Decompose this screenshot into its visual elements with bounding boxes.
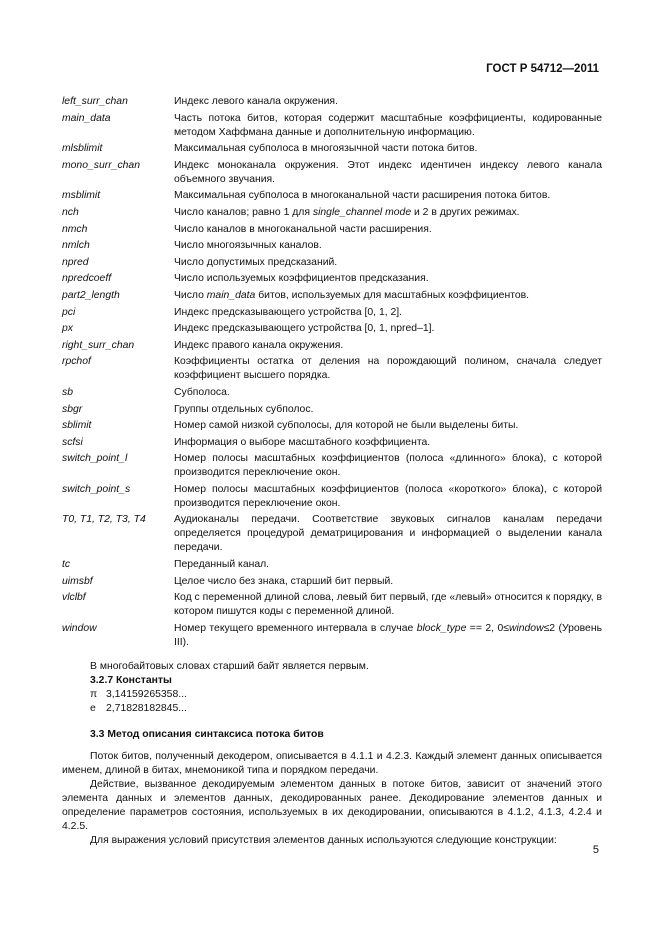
definition-term: sb [62, 386, 73, 398]
description-text: и 2 в других режимах. [411, 206, 520, 218]
description-text: Число каналов; равно 1 для [174, 206, 313, 218]
definition-description: Индекс предсказывающего устройства [0, 1, 2]. [174, 306, 403, 318]
definition-term: window [62, 622, 97, 634]
definition-description: Аудиоканалы передачи. Соответствие звуковых сигналов каналам передачи определяется процедурой дематрицирования и информацией о выделении канала передачи. [174, 514, 602, 554]
definition-description: Информация о выборе масштабного коэффициента. [174, 436, 431, 448]
definition-term: switch_point_l [62, 453, 128, 465]
definition-row [62, 403, 602, 417]
definition-description [174, 289, 602, 303]
definition-row [62, 306, 602, 320]
definition-description: Индекс предсказывающего устройства [0, 1, npred–1]. [174, 323, 435, 335]
definition-description: Максимальная субполоса в многоканальной части расширения потока битов. [174, 190, 551, 202]
description-italic-term: window [508, 622, 544, 634]
section-paragraph: Для выражения условий присутствия элементов данных используются следующие конструкции: [90, 835, 557, 846]
definition-term: sbgr [62, 403, 83, 415]
definition-row [62, 189, 602, 203]
definition-description: Максимальная субполоса в многоязычной части потока битов. [174, 143, 478, 155]
definition-row [62, 622, 602, 650]
description-text: == 2, 0≤ [466, 622, 509, 634]
definition-description: Индекс правого канала окружения. [174, 339, 344, 351]
definition-row [62, 513, 602, 555]
definition-term: mono_surr_chan [62, 159, 140, 171]
definition-term: scfsi [62, 436, 83, 448]
definition-term: main_data [62, 112, 111, 124]
definition-term: tc [62, 559, 71, 571]
constant-symbol: e [90, 703, 96, 714]
definition-description: Группы отдельных субполос. [174, 403, 314, 415]
definition-description [174, 622, 602, 650]
definition-row [62, 322, 602, 336]
description-text: ≤2 (Уровень III). [174, 622, 602, 648]
definition-term: vlclbf [62, 592, 86, 604]
definition-term: msblimit [62, 190, 101, 202]
definition-description: Целое число без знака, старший бит первый. [174, 575, 394, 587]
definition-description: Коэффициенты остатка от деления на порождающий полином, сначала следует коэффициент высшего порядка. [174, 356, 602, 382]
definition-term: right_surr_chan [62, 339, 135, 351]
definition-row [62, 483, 602, 511]
definition-row [62, 289, 602, 303]
definitions-list [62, 95, 602, 652]
definition-term: uimsbf [62, 575, 93, 587]
description-italic-term: block_type [416, 622, 467, 634]
definition-row [62, 355, 602, 383]
constant-item [62, 688, 602, 702]
definition-term: px [62, 323, 73, 335]
definition-term: nch [62, 206, 79, 218]
definition-row [62, 112, 602, 140]
description-italic-term: main_data [206, 289, 256, 301]
constant-item [62, 702, 602, 716]
definition-description: Номер полосы масштабных коэффициентов (полоса «короткого» блока), с которой производится переключение окон. [174, 483, 602, 509]
constants-title: 3.2.7 Константы [90, 675, 172, 686]
definition-row [62, 159, 602, 187]
definition-term: left_surr_chan [62, 96, 128, 107]
definition-term: nmch [62, 223, 88, 235]
definition-description: Часть потока битов, которая содержит масштабные коэффициенты, кодированные методом Хаффмана данные и дополнительную информацию. [174, 112, 602, 138]
definition-term: part2_length [62, 289, 120, 301]
definition-term: rpchof [62, 356, 91, 368]
definition-description [174, 206, 602, 220]
section-paragraph: Действие, вызванное декодируемым элементом данных в потоке битов, зависит от значений этого элемента данных и элементов данных, декодированных ранее. Декодирование элементов данных и определение параметров состояния, используемых в их декодировании, описываются в 4.1.2, 4.1.3, 4.2.4 и 4.2.5. [62, 779, 602, 832]
section-title: 3.3 Метод описания синтаксиса потока битов [90, 729, 324, 740]
definition-term: mlsblimit [62, 143, 103, 155]
constant-value: 2,71828182845... [106, 703, 187, 714]
definition-description: Переданный канал. [174, 559, 270, 571]
document-id: ГОСТ Р 54712—2011 [486, 63, 599, 75]
definition-row [62, 206, 602, 220]
definition-row [62, 256, 602, 270]
definition-row [62, 452, 602, 480]
definition-row [62, 142, 602, 156]
description-text: Номер текущего временного интервала в случае [174, 622, 417, 634]
description-text: Число [174, 289, 207, 301]
constant-value: 3,14159265358... [106, 689, 187, 700]
definition-description: Индекс левого канала окружения. [174, 96, 338, 107]
constant-symbol: π [90, 689, 98, 700]
description-text: битов, используемых для масштабных коэффициентов. [255, 289, 530, 301]
definition-description: Число используемых коэффициентов предсказания. [174, 273, 429, 285]
definition-description: Код с переменной длиной слова, левый бит первый, где «левый» относится к порядку, в котором пишутся коды с переменной длиной. [174, 592, 602, 618]
note-text: В многобайтовых словах старший байт является первым. [90, 661, 369, 672]
definition-row [62, 575, 602, 589]
definition-row [62, 95, 602, 109]
definition-description: Число каналов в многоканальной части расширения. [174, 223, 432, 235]
section-paragraph: Поток битов, полученный декодером, описывается в 4.1.1 и 4.2.3. Каждый элемент данных описывается именем, длиной в битах, мнемоникой типа и порядком передачи. [62, 751, 602, 776]
definition-row [62, 436, 602, 450]
definition-term: T0, T1, T2, T3, T4 [62, 514, 146, 526]
definition-row [62, 339, 602, 353]
definition-description: Субполоса. [174, 386, 230, 398]
definition-row [62, 272, 602, 286]
page-number: 5 [592, 844, 599, 856]
definition-row [62, 558, 602, 572]
definition-row [62, 239, 602, 253]
definition-term: npred [62, 256, 89, 268]
definition-row [62, 386, 602, 400]
definition-description: Число допустимых предсказаний. [174, 256, 338, 268]
definition-row [62, 591, 602, 619]
definition-description: Индекс моноканала окружения. Этот индекс идентичен индексу левого канала объемного звучания. [174, 159, 602, 185]
definition-term: npredcoeff [62, 273, 112, 285]
definition-description: Число многоязычных каналов. [174, 240, 322, 252]
definition-term: switch_point_s [62, 483, 131, 495]
definition-term: pci [62, 306, 76, 318]
definition-description: Номер полосы масштабных коэффициентов (полоса «длинного» блока), с которой производится переключение окон. [174, 453, 602, 479]
definition-term: nmlch [62, 240, 90, 252]
description-italic-term: single_channel mode [312, 206, 412, 218]
definition-row [62, 419, 602, 433]
post-definitions [62, 660, 602, 848]
definition-description: Номер самой низкой субполосы, для которой не были выделены биты. [174, 420, 519, 432]
definition-term: sblimit [62, 420, 92, 432]
definition-row [62, 223, 602, 237]
